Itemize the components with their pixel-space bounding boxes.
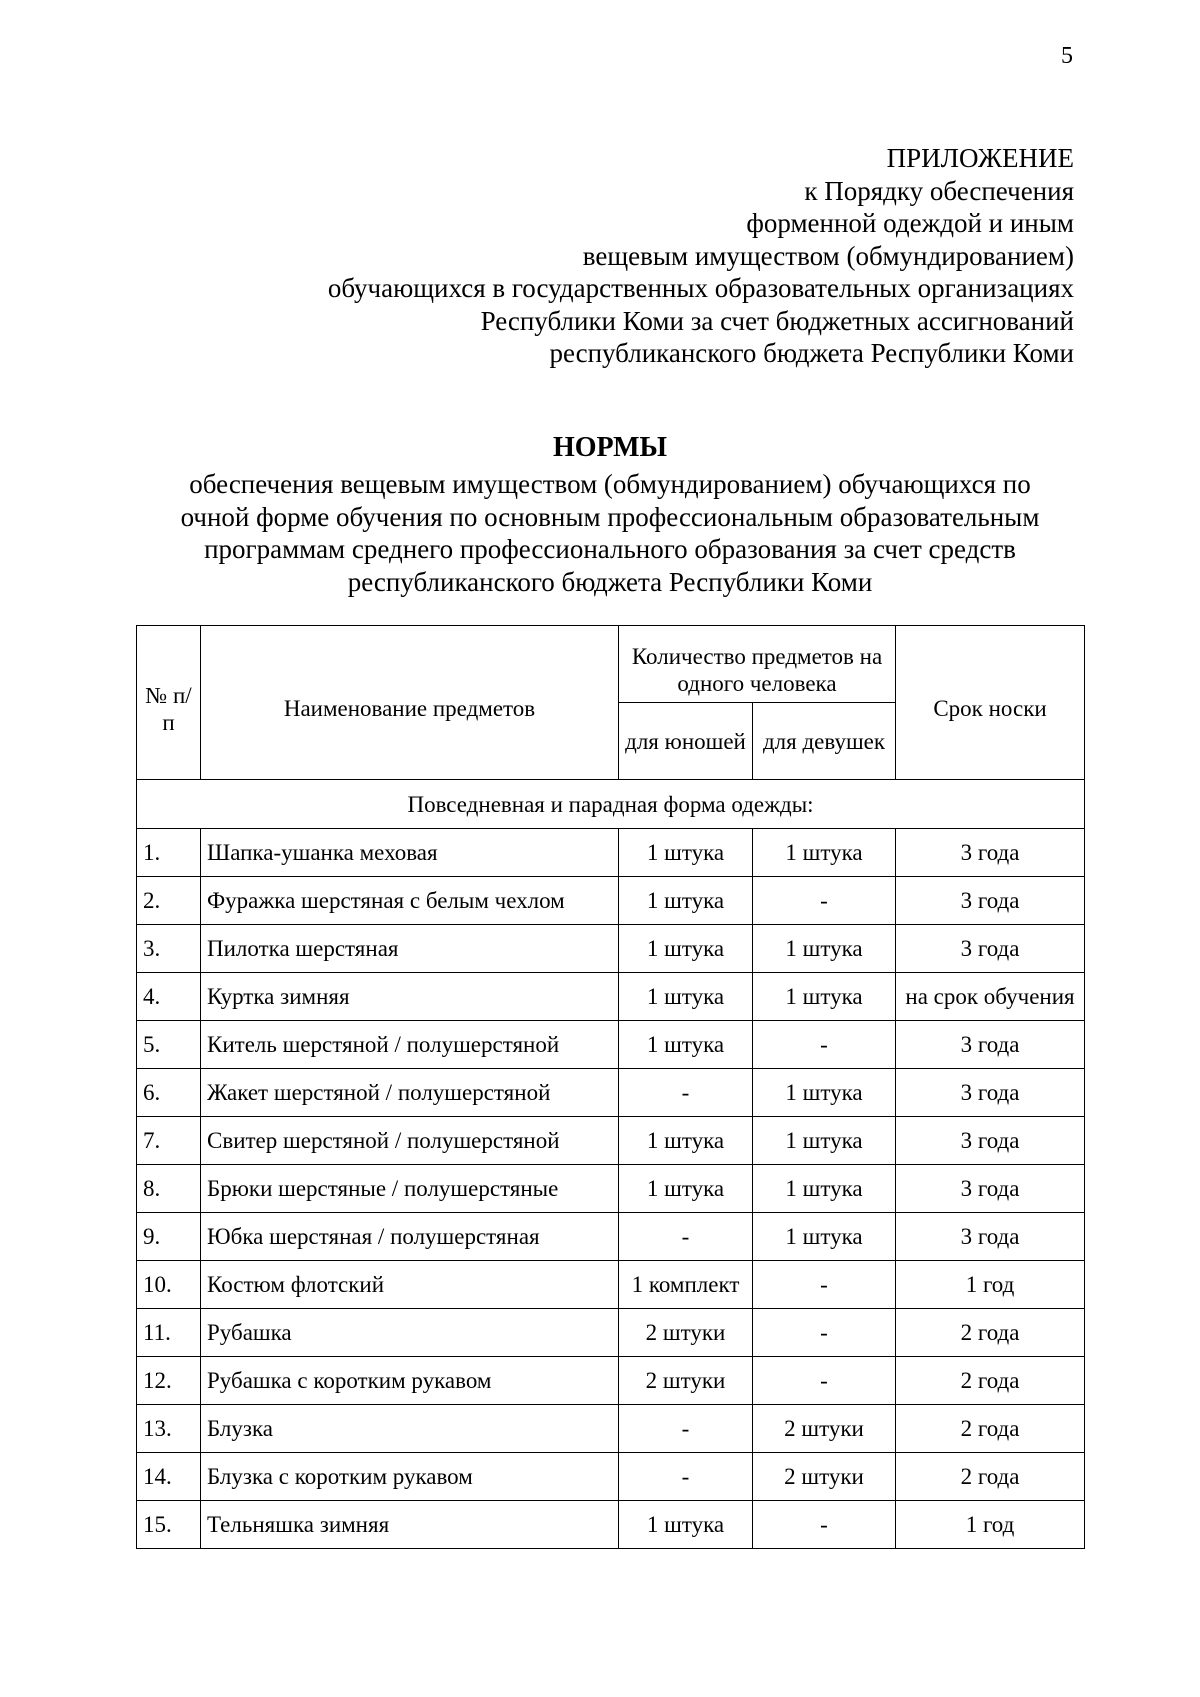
subtitle-line: очной форме обучения по основным профессиональным образовательным [180, 501, 1040, 532]
document-title: НОРМЫ [552, 432, 668, 463]
table-row [137, 1405, 1085, 1453]
row-number: 12. [137, 1357, 201, 1405]
row-quantity-male: 1 штука [619, 1117, 753, 1165]
row-item-name: Пилотка шерстяная [201, 925, 619, 973]
table-row [137, 1069, 1085, 1117]
appendix-line: вещевым имуществом (обмундированием) [582, 240, 1074, 271]
row-number: 1. [137, 829, 201, 877]
row-item-name: Китель шерстяной / полушерстяной [201, 1021, 619, 1069]
row-wear-term: 2 года [896, 1357, 1085, 1405]
row-quantity-male: - [619, 1405, 753, 1453]
header-wear-term: Срок носки [896, 626, 1085, 780]
table-row [137, 1453, 1085, 1501]
row-item-name: Фуражка шерстяная с белым чехлом [201, 877, 619, 925]
title-block [130, 432, 1090, 598]
row-quantity-female: 1 штука [753, 1213, 896, 1261]
subtitle-line: обеспечения вещевым имуществом (обмундированием) обучающихся по [189, 469, 1031, 499]
row-wear-term: 3 года [896, 1021, 1085, 1069]
header-quantity-female: для девушек [753, 703, 896, 780]
row-quantity-male: - [619, 1453, 753, 1501]
row-item-name: Рубашка [201, 1309, 619, 1357]
row-wear-term: 2 года [896, 1309, 1085, 1357]
norms-table [136, 625, 1085, 1549]
row-number: 2. [137, 877, 201, 925]
row-quantity-male: 2 штуки [619, 1309, 753, 1357]
row-quantity-female: - [753, 1021, 896, 1069]
row-wear-term: 3 года [896, 1213, 1085, 1261]
row-item-name: Блузка с коротким рукавом [201, 1453, 619, 1501]
row-number: 5. [137, 1021, 201, 1069]
appendix-line: форменной одеждой и иным [746, 208, 1074, 238]
row-quantity-male: 1 штука [619, 1165, 753, 1213]
section-row [137, 780, 1085, 829]
row-quantity-female: 2 штуки [753, 1405, 896, 1453]
row-item-name: Шапка-ушанка меховая [201, 829, 619, 877]
row-wear-term: 1 год [896, 1501, 1085, 1549]
table-row [137, 829, 1085, 877]
row-wear-term: на срок обучения [896, 973, 1085, 1021]
header-number: № п/п [137, 626, 201, 780]
header-item-name: Наименование предметов [201, 626, 619, 780]
row-number: 10. [137, 1261, 201, 1309]
subtitle-line: республиканского бюджета Республики Коми [347, 566, 873, 597]
table-row [137, 1021, 1085, 1069]
header-quantity-male: для юношей [619, 703, 753, 780]
table-header-row [137, 626, 1085, 703]
row-quantity-male: 1 штука [619, 1021, 753, 1069]
table-row [137, 877, 1085, 925]
row-item-name: Свитер шерстяной / полушерстяной [201, 1117, 619, 1165]
row-item-name: Юбка шерстяная / полушерстяная [201, 1213, 619, 1261]
row-quantity-female: 2 штуки [753, 1453, 896, 1501]
row-number: 15. [137, 1501, 201, 1549]
table-row [137, 973, 1085, 1021]
row-quantity-male: 1 штука [619, 829, 753, 877]
row-number: 9. [137, 1213, 201, 1261]
row-quantity-male: 1 штука [619, 877, 753, 925]
table-row [137, 925, 1085, 973]
row-number: 7. [137, 1117, 201, 1165]
row-wear-term: 3 года [896, 877, 1085, 925]
row-quantity-female: - [753, 877, 896, 925]
row-quantity-female: - [753, 1261, 896, 1309]
row-quantity-male: 1 штука [619, 973, 753, 1021]
row-number: 6. [137, 1069, 201, 1117]
table-row [137, 1501, 1085, 1549]
row-item-name: Костюм флотский [201, 1261, 619, 1309]
row-quantity-male: 2 штуки [619, 1357, 753, 1405]
row-wear-term: 2 года [896, 1453, 1085, 1501]
row-item-name: Жакет шерстяной / полушерстяной [201, 1069, 619, 1117]
table-row [137, 1309, 1085, 1357]
row-wear-term: 3 года [896, 925, 1085, 973]
row-number: 8. [137, 1165, 201, 1213]
table-row [137, 1213, 1085, 1261]
page-number: 5 [1061, 43, 1073, 69]
row-number: 3. [137, 925, 201, 973]
appendix-line: республиканского бюджета Республики Коми [549, 338, 1074, 368]
appendix-header [174, 142, 1074, 370]
row-quantity-female: 1 штука [753, 829, 896, 877]
row-quantity-female: - [753, 1309, 896, 1357]
row-wear-term: 1 год [896, 1261, 1085, 1309]
appendix-line: обучающихся в государственных образовательных организациях [327, 273, 1074, 303]
table-row [137, 1261, 1085, 1309]
subtitle-line: программам среднего профессионального образования за счет средств [204, 534, 1016, 564]
row-number: 13. [137, 1405, 201, 1453]
row-quantity-male: - [619, 1213, 753, 1261]
row-quantity-male: 1 комплект [619, 1261, 753, 1309]
row-item-name: Тельняшка зимняя [201, 1501, 619, 1549]
row-quantity-female: - [753, 1357, 896, 1405]
table-row [137, 1117, 1085, 1165]
row-quantity-female: 1 штука [753, 973, 896, 1021]
row-wear-term: 3 года [896, 829, 1085, 877]
row-quantity-male: - [619, 1069, 753, 1117]
appendix-line: Республики Коми за счет бюджетных ассигнований [480, 305, 1074, 336]
row-number: 11. [137, 1309, 201, 1357]
appendix-line: ПРИЛОЖЕНИЕ [886, 143, 1074, 173]
row-quantity-male: 1 штука [619, 925, 753, 973]
row-quantity-female: 1 штука [753, 1117, 896, 1165]
row-number: 4. [137, 973, 201, 1021]
row-number: 14. [137, 1453, 201, 1501]
row-wear-term: 3 года [896, 1069, 1085, 1117]
row-item-name: Блузка [201, 1405, 619, 1453]
row-quantity-female: 1 штука [753, 1165, 896, 1213]
section-title: Повседневная и парадная форма одежды: [137, 780, 1085, 829]
row-item-name: Рубашка с коротким рукавом [201, 1357, 619, 1405]
document-subtitle [130, 468, 1090, 598]
appendix-line: к Порядку обеспечения [804, 175, 1074, 206]
row-item-name: Куртка зимняя [201, 973, 619, 1021]
table-row [137, 1357, 1085, 1405]
row-quantity-male: 1 штука [619, 1501, 753, 1549]
row-quantity-female: 1 штука [753, 1069, 896, 1117]
row-wear-term: 3 года [896, 1165, 1085, 1213]
table-row [137, 1165, 1085, 1213]
row-quantity-female: - [753, 1501, 896, 1549]
row-quantity-female: 1 штука [753, 925, 896, 973]
row-wear-term: 2 года [896, 1405, 1085, 1453]
row-item-name: Брюки шерстяные / полушерстяные [201, 1165, 619, 1213]
row-wear-term: 3 года [896, 1117, 1085, 1165]
header-quantity: Количество предметов на одного человека [619, 626, 896, 703]
